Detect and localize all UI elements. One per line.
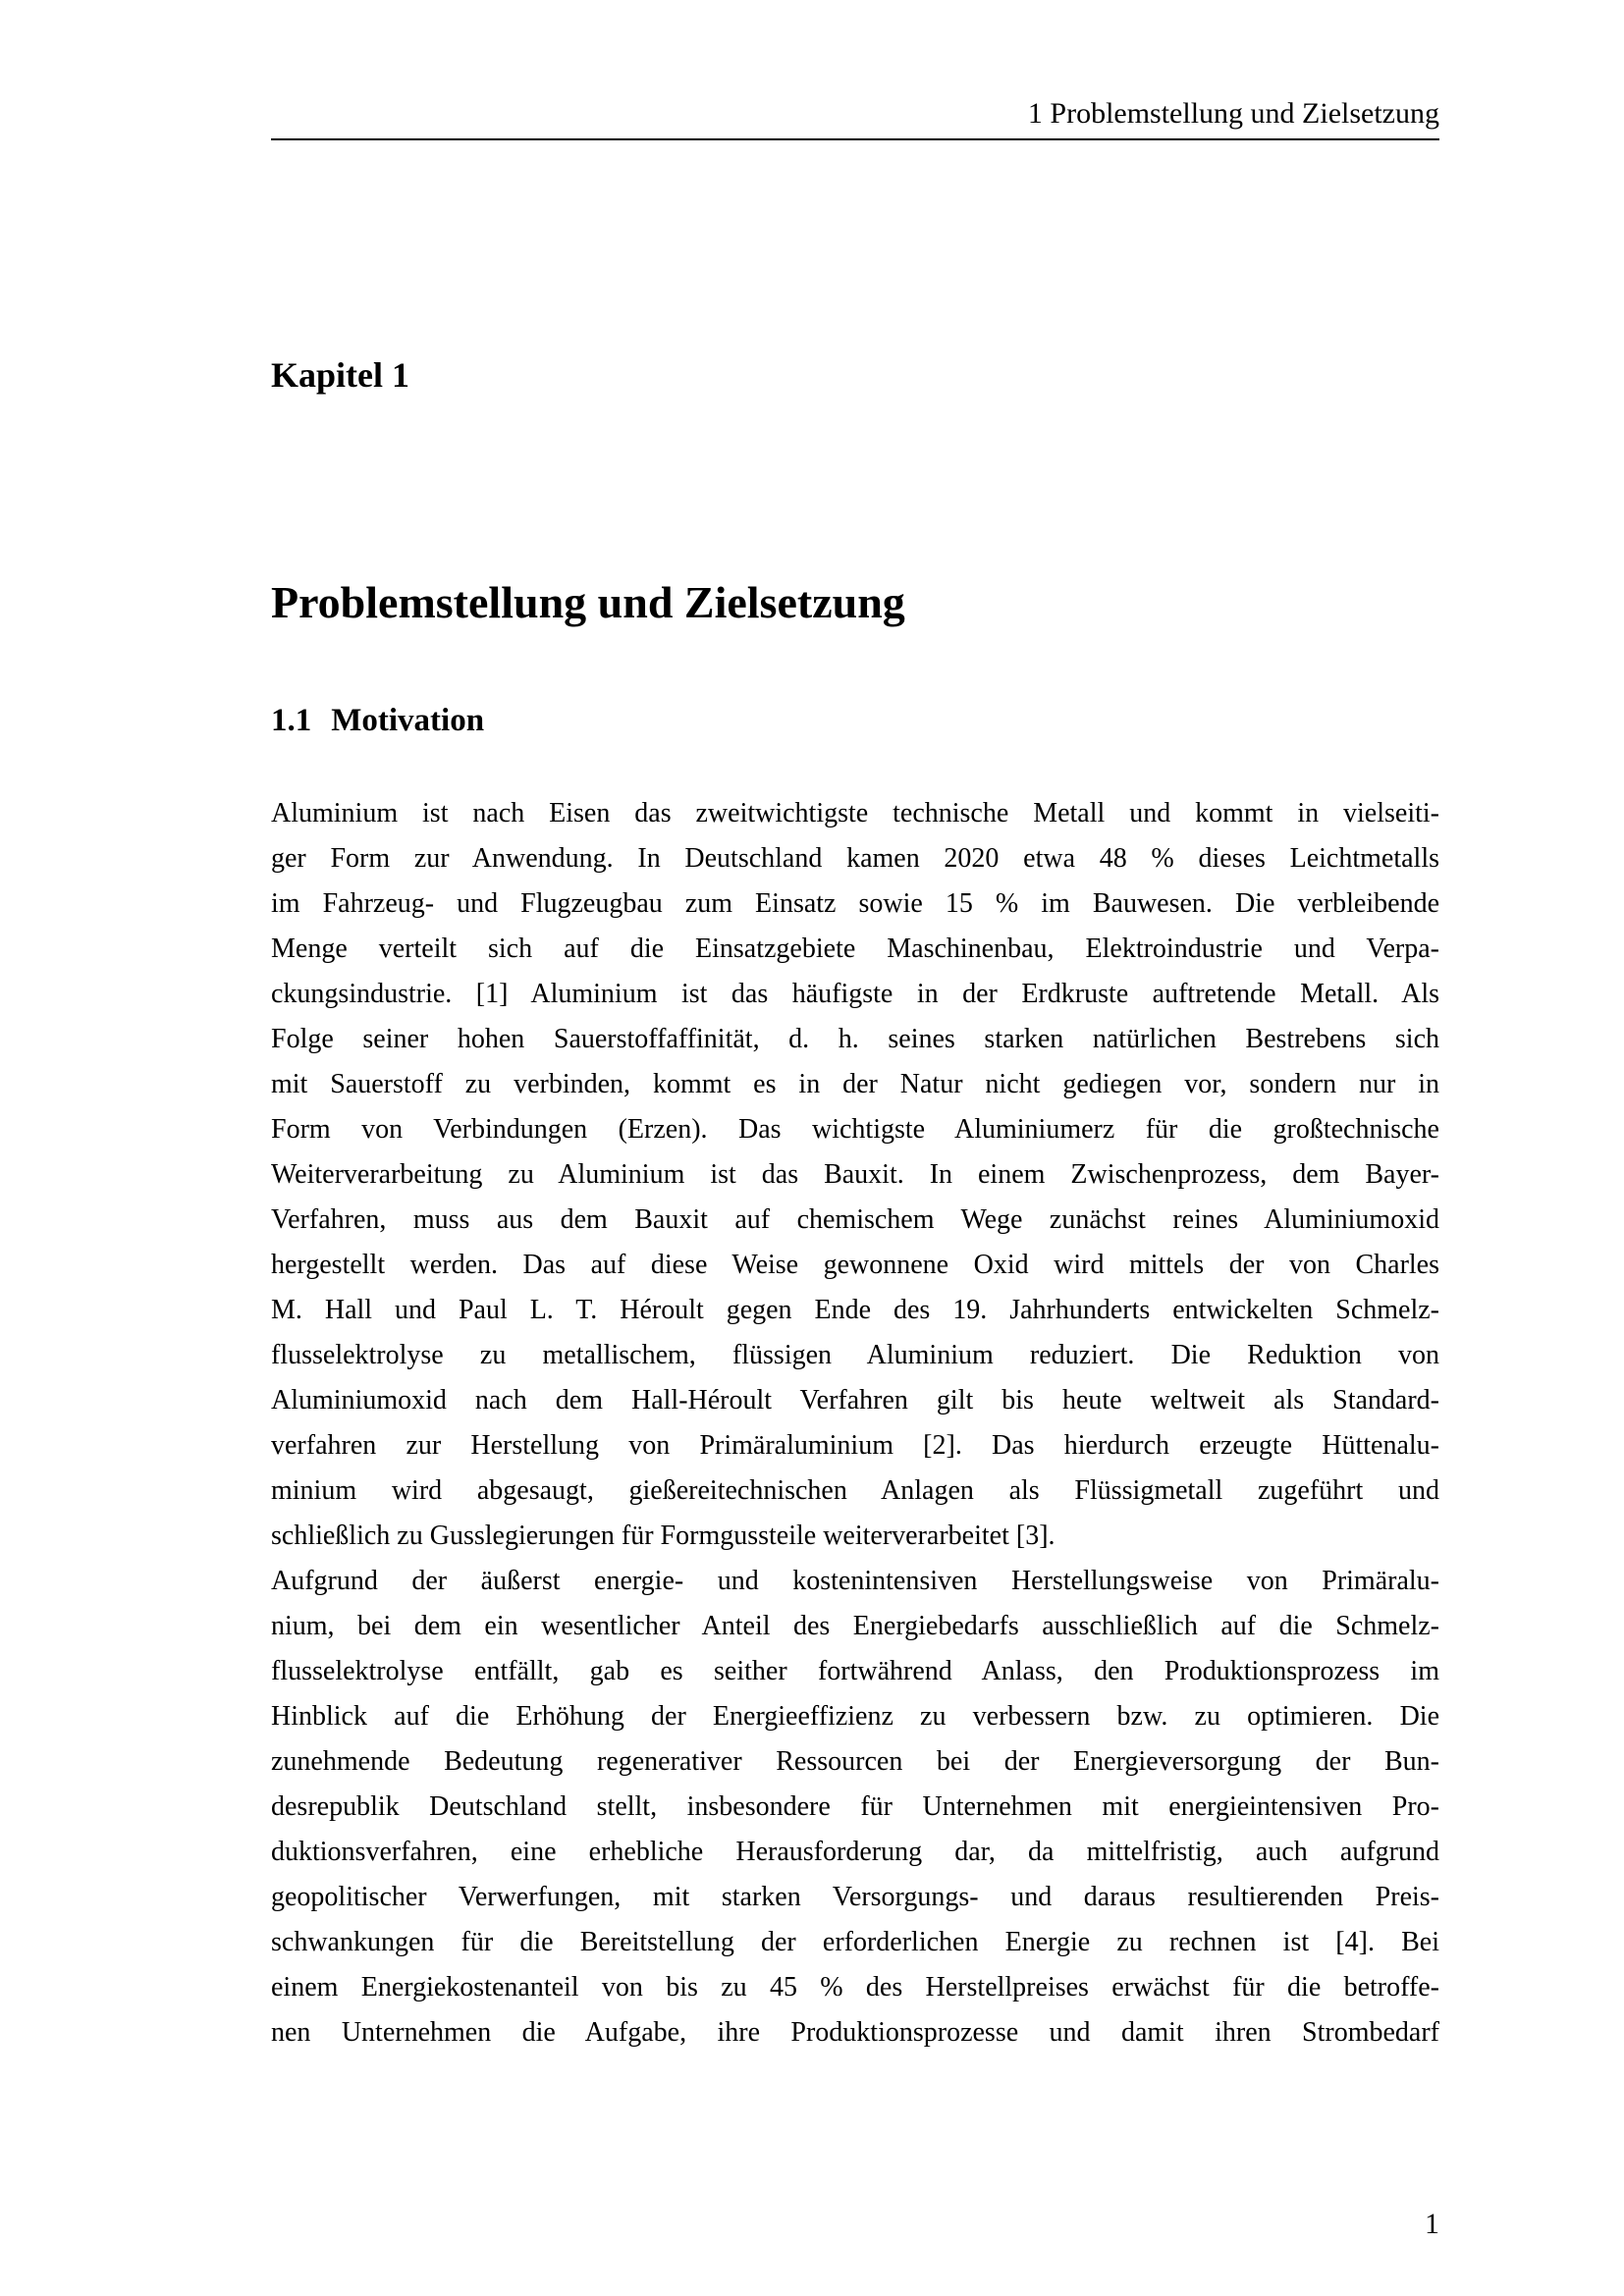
body-text <box>271 791 1439 2056</box>
text-line: Hinblick auf die Erhöhung der Energieeffizienz zu verbessern bzw. zu optimieren. Die <box>271 1701 1439 1732</box>
text-line: geopolitischer Verwerfungen, mit starken Versorgungs- und daraus resultierenden Preis- <box>271 1882 1439 1912</box>
text-line: ger Form zur Anwendung. In Deutschland kamen 2020 etwa 48 % dieses Leichtmetalls <box>271 843 1439 874</box>
section-heading <box>271 703 1439 740</box>
text-line: desrepublik Deutschland stellt, insbesondere für Unternehmen mit energieintensiven Pro- <box>271 1791 1439 1822</box>
text-line: Folge seiner hohen Sauerstoffaffinität, d. h. seines starken natürlichen Bestrebens sich <box>271 1024 1439 1054</box>
text-line: mit Sauerstoff zu verbinden, kommt es in der Natur nicht gediegen vor, sondern nur in <box>271 1069 1439 1099</box>
paragraph <box>271 1559 1439 2056</box>
page-header <box>271 96 1439 140</box>
text-line: minium wird abgesaugt, gießereitechnischen Anlagen als Flüssigmetall zugeführt und <box>271 1475 1439 1506</box>
running-header-title: 1 Problemstellung und Zielsetzung <box>1027 97 1439 130</box>
section-number: 1.1 <box>271 703 312 738</box>
text-line: Weiterverarbeitung zu Aluminium ist das Bauxit. In einem Zwischenprozess, dem Bayer- <box>271 1159 1439 1190</box>
text-line: Menge verteilt sich auf die Einsatzgebiete Maschinenbau, Elektroindustrie und Verpa- <box>271 934 1439 964</box>
text-line: im Fahrzeug- und Flugzeugbau zum Einsatz sowie 15 % im Bauwesen. Die verbleibende <box>271 888 1439 919</box>
text-line: flusselektrolyse zu metallischem, flüssigen Aluminium reduziert. Die Reduktion von <box>271 1340 1439 1370</box>
text-line: Verfahren, muss aus dem Bauxit auf chemischem Wege zunächst reines Aluminiumoxid <box>271 1204 1439 1235</box>
text-line: Form von Verbindungen (Erzen). Das wichtigste Aluminiumerz für die großtechnische <box>271 1114 1439 1145</box>
text-line: zunehmende Bedeutung regenerativer Ressourcen bei der Energieversorgung der Bun- <box>271 1746 1439 1777</box>
chapter-label: Kapitel 1 <box>271 355 409 395</box>
text-line: nen Unternehmen die Aufgabe, ihre Produktionsprozesse und damit ihren Strombedarf <box>271 2017 1439 2048</box>
text-line: Aluminium ist nach Eisen das zweitwichtigste technische Metall und kommt in vielseiti- <box>271 798 1439 828</box>
text-line: ckungsindustrie. [1] Aluminium ist das häufigste in der Erdkruste auftretende Metall. Als <box>271 979 1439 1009</box>
text-line: schließlich zu Gusslegierungen für Formgussteile weiterverarbeitet [3]. <box>271 1521 1056 1551</box>
text-line: hergestellt werden. Das auf diese Weise gewonnene Oxid wird mittels der von Charles <box>271 1250 1439 1280</box>
chapter-title: Problemstellung und Zielsetzung <box>271 577 905 627</box>
text-line: M. Hall und Paul L. T. Héroult gegen Ende des 19. Jahrhunderts entwickelten Schmelz- <box>271 1295 1439 1325</box>
text-line: nium, bei dem ein wesentlicher Anteil des Energiebedarfs ausschließlich auf die Schmelz- <box>271 1611 1439 1641</box>
page-number: 1 <box>1425 2208 1439 2240</box>
text-line: Aufgrund der äußerst energie- und kostenintensiven Herstellungsweise von Primäralu- <box>271 1566 1439 1596</box>
paragraph <box>271 791 1439 1559</box>
section-title: Motivation <box>331 703 485 738</box>
text-line: duktionsverfahren, eine erhebliche Herausforderung dar, da mittelfristig, auch aufgrund <box>271 1837 1439 1867</box>
text-line: einem Energiekostenanteil von bis zu 45 % des Herstellpreises erwächst für die betroffe- <box>271 1972 1439 2002</box>
text-line: verfahren zur Herstellung von Primäraluminium [2]. Das hierdurch erzeugte Hüttenalu- <box>271 1430 1439 1461</box>
text-line: schwankungen für die Bereitstellung der erforderlichen Energie zu rechnen ist [4]. Bei <box>271 1927 1439 1957</box>
text-line: flusselektrolyse entfällt, gab es seither fortwährend Anlass, den Produktionsprozess im <box>271 1656 1439 1686</box>
header-rule <box>271 138 1439 140</box>
text-line: Aluminiumoxid nach dem Hall-Héroult Verfahren gilt bis heute weltweit als Standard- <box>271 1385 1439 1415</box>
